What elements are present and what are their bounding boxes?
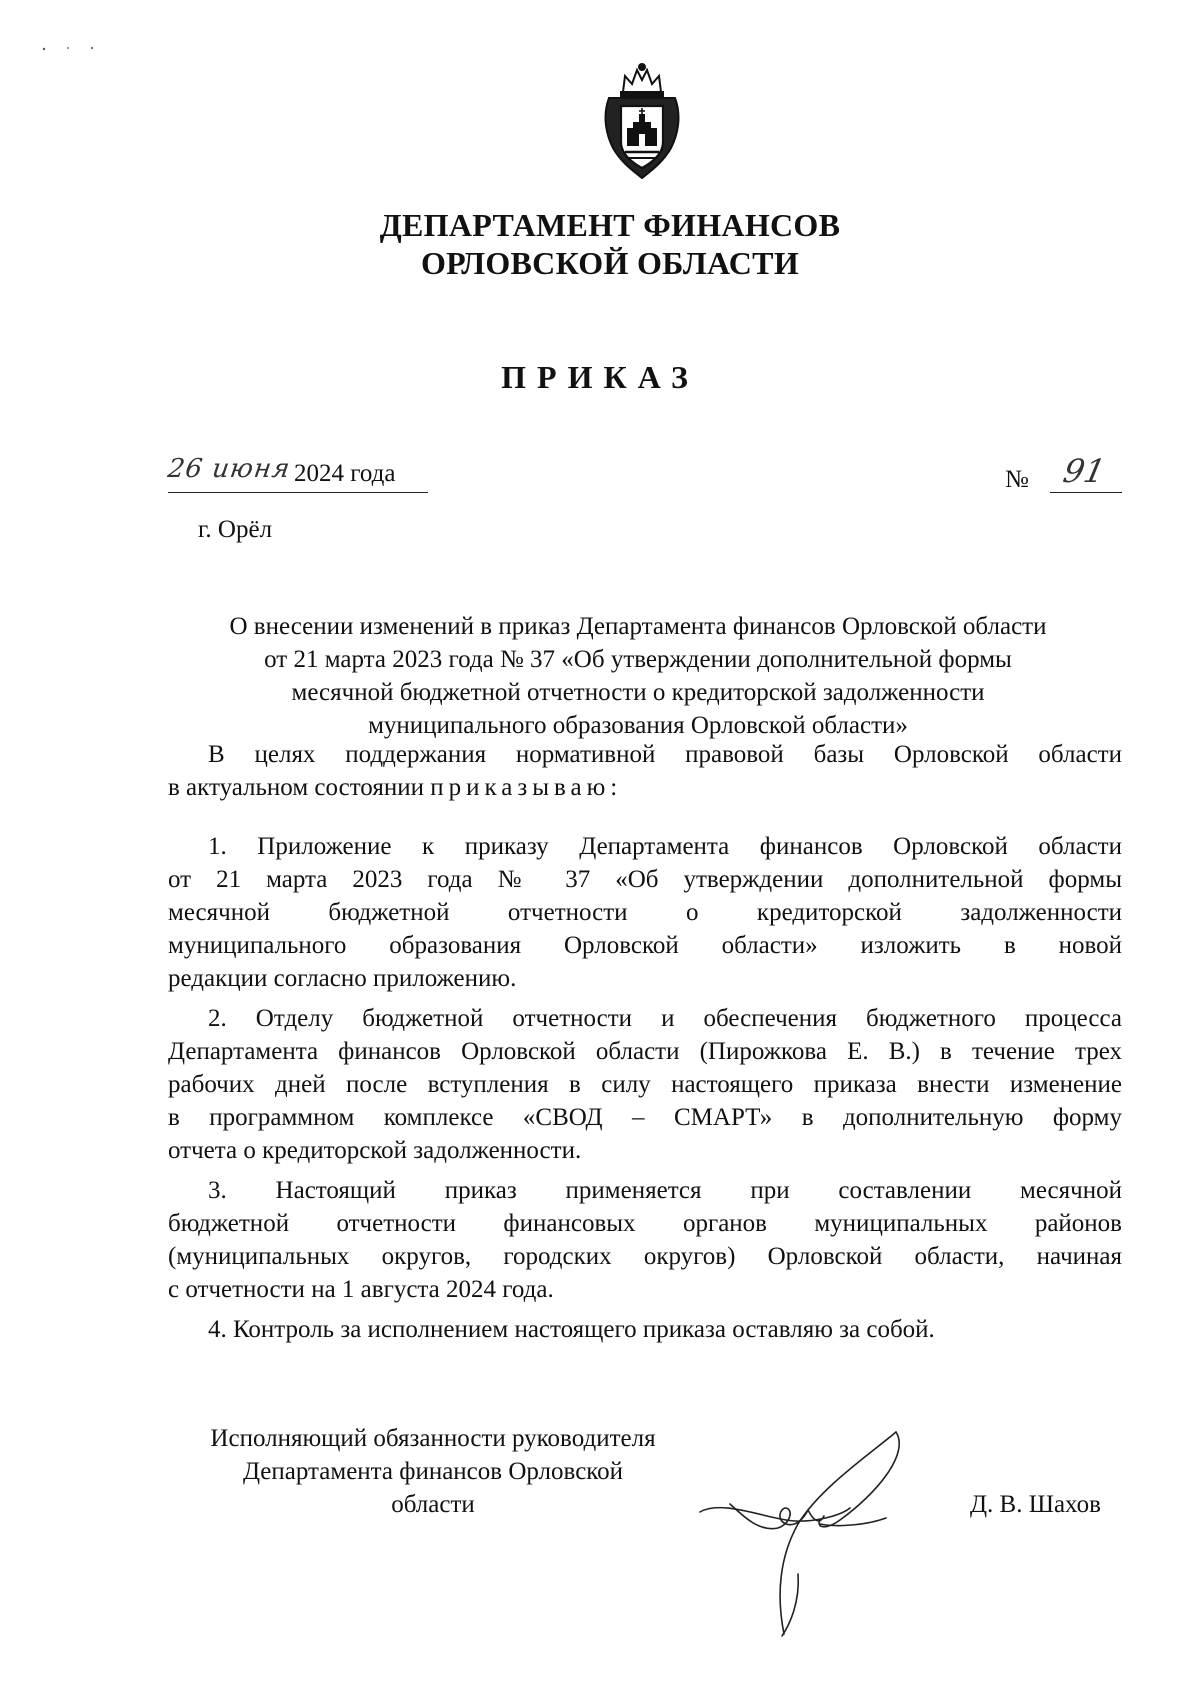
item-4-line: 4. Контроль за исполнением настоящего приказа оставляю за собой. — [208, 1316, 935, 1343]
signer-name: Д. В. Шахов — [970, 1491, 1101, 1518]
order-date — [165, 454, 428, 493]
number-label: № — [1005, 466, 1029, 493]
subject-line: О внесении изменений в приказ Департамента финансов Орловской области — [229, 613, 1047, 640]
item-2-line: рабочих дней после вступления в силу настоящего приказа внести изменение — [168, 1071, 1122, 1098]
coat-of-arms-emblem — [599, 62, 685, 182]
item-2-line: 2. Отделу бюджетной отчетности и обеспечения бюджетного процесса — [208, 1005, 1122, 1032]
item-1-line: месячной бюджетной отчетности о кредиторской задолженности — [168, 899, 1122, 926]
item-3-line: 3. Настоящий приказ применяется при составлении месячной — [208, 1177, 1122, 1204]
order-number — [1050, 452, 1122, 493]
handwritten-number: 91 — [1059, 452, 1109, 490]
city-name: г. Орёл — [198, 516, 273, 543]
handwritten-signature — [690, 1424, 940, 1644]
item-2-line: отчета о кредиторской задолженности. — [168, 1137, 582, 1164]
item-2-line: Департамента финансов Орловской области (Пирожкова Е. В.) в течение трех — [168, 1038, 1122, 1065]
signer-position — [168, 1422, 698, 1521]
preamble-line: В целях поддержания нормативной правовой базы Орловской области — [208, 741, 1122, 768]
item-3-line: с отчетности на 1 августа 2024 года. — [168, 1276, 554, 1303]
scan-specks — [40, 44, 120, 54]
printed-year: 2024 года — [294, 460, 396, 487]
signer-position-line: Департамента финансов Орловской — [242, 1458, 624, 1485]
preamble-line — [168, 771, 1122, 804]
item-1-line: редакции согласно приложению. — [168, 965, 517, 992]
signer-position-line: Исполняющий обязанности руководителя — [210, 1425, 656, 1452]
item-3-line: (муниципальных округов, городских округов) Орловской области, начиная — [168, 1243, 1122, 1270]
document-type-title: ПРИКАЗ — [501, 359, 699, 395]
item-3-line: бюджетной отчетности финансовых органов муниципальных районов — [168, 1210, 1122, 1237]
subject-line: муниципального образования Орловской области» — [368, 712, 908, 739]
handwritten-date: 26 июня — [165, 454, 293, 484]
item-1-line: 1. Приложение к приказу Департамента финансов Орловской области — [208, 833, 1122, 860]
department-title-line2: ОРЛОВСКОЙ ОБЛАСТИ — [420, 245, 800, 281]
department-title — [300, 206, 920, 282]
item-2-line: в программном комплексе «СВОД – СМАРТ» в дополнительную форму — [168, 1104, 1122, 1131]
item-1-line: от 21 марта 2023 года № 37 «Об утверждении дополнительной формы — [168, 866, 1122, 893]
order-subject — [168, 610, 1108, 742]
subject-line: от 21 марта 2023 года № 37 «Об утверждении дополнительной формы — [264, 646, 1012, 673]
item-1-line: муниципального образования Орловской области» изложить в новой — [168, 932, 1122, 959]
preamble-order-word: приказываю: — [430, 774, 623, 801]
preamble-prefix: в актуальном состоянии — [168, 774, 431, 801]
subject-line: месячной бюджетной отчетности о кредиторской задолженности — [291, 679, 985, 706]
department-title-line1: ДЕПАРТАМЕНТ ФИНАНСОВ — [379, 207, 841, 243]
signer-position-line: области — [391, 1491, 475, 1518]
